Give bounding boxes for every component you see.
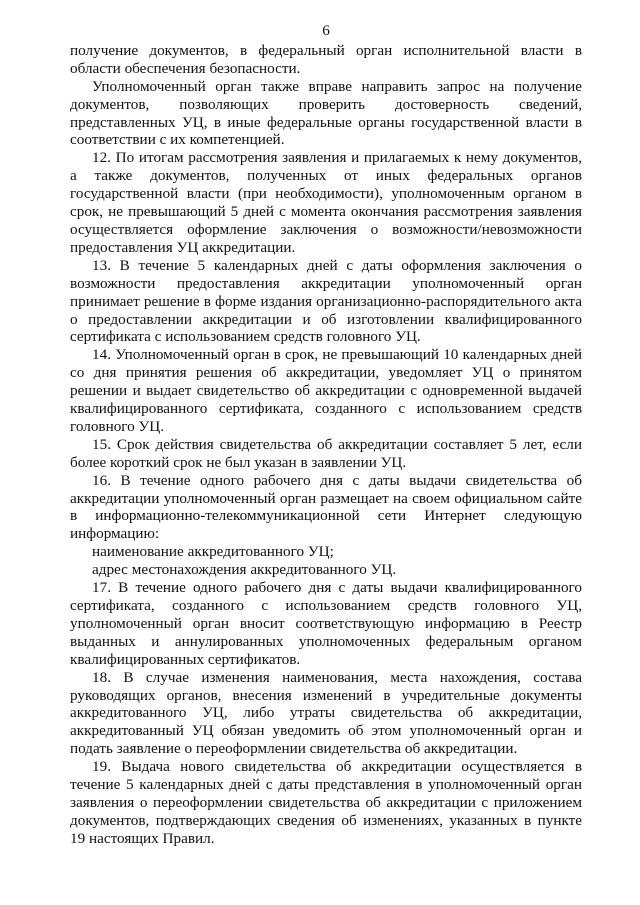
list-item-name: наименование аккредитованного УЦ; <box>92 543 334 561</box>
paragraph-15: 15. Срок действия свидетельства об аккредитации составляет 5 лет, если более короткий срок не был указан в заявлении УЦ. <box>70 435 582 471</box>
document-page <box>70 22 582 848</box>
paragraph-17: 17. В течение одного рабочего дня с даты выдачи квалифицированного сертификата, созданного с использованием средств головного УЦ, уполномоченный орган вносит соответствующую информацию в Реестр выданных и аннулированных уполномоченных федеральным органом квалифицированных сертификатов. <box>70 579 582 668</box>
paragraph-12: 12. По итогам рассмотрения заявления и прилагаемых к нему документов, а также документов, полученных от иных федеральных органов государственной власти (при необходимости), уполномоченным органом в срок, не превышающий 5 дней с момента окончания рассмотрения заявления осуществляется оформление заключения о возможности/невозможности предоставления УЦ аккредитации. <box>70 149 582 256</box>
paragraph-16: 16. В течение одного рабочего дня с даты выдачи свидетельства об аккредитации уполномоченный орган размещает на своем официальном сайте в информационно-телекоммуникационной сети Интернет следующую информацию: <box>70 471 582 543</box>
page-number: 6 <box>322 22 330 39</box>
paragraph-authority-request: Уполномоченный орган также вправе направить запрос на получение документов, позволяющих проверить достоверность сведений, представленных УЦ, в иные федеральные органы государственной власти в соответствии с их компетенцией. <box>70 77 582 149</box>
paragraph-13: 13. В течение 5 календарных дней с даты оформления заключения о возможности предоставления аккредитации уполномоченный орган принимает решение в форме издания организационно-распорядительного акта о предоставлении аккредитации и об изготовлении квалифицированного сертификата с использованием средств головного УЦ. <box>70 256 582 346</box>
paragraph-19: 19. Выдача нового свидетельства об аккредитации осуществляется в течение 5 календарных дней с даты представления в уполномоченный орган заявления о переоформлении свидетельства об аккредитации с приложением документов, подтверждающих сведения об изменениях, указанных в пункте 19 настоящих Правил. <box>70 758 582 847</box>
paragraph-14: 14. Уполномоченный орган в срок, не превышающий 10 календарных дней со дня принятия решения об аккредитации, уведомляет УЦ о принятом решении и выдает свидетельство об аккредитации с одновременной выдачей квалифицированного сертификата, созданного с использованием средств головного УЦ. <box>70 346 582 435</box>
paragraph-continuation: получение документов, в федеральный орган исполнительной власти в области обеспечения безопасности. <box>70 41 582 77</box>
paragraph-18: 18. В случае изменения наименования, места нахождения, состава руководящих органов, внесения изменений в учредительные документы аккредитованного УЦ, либо утраты свидетельства об аккредитации, аккредитованный УЦ обязан уведомить об этом уполномоченный орган и подать заявление о переоформлении свидетельства об аккредитации. <box>70 668 582 758</box>
list-item-address: адрес местонахождения аккредитованного УЦ. <box>92 561 397 579</box>
